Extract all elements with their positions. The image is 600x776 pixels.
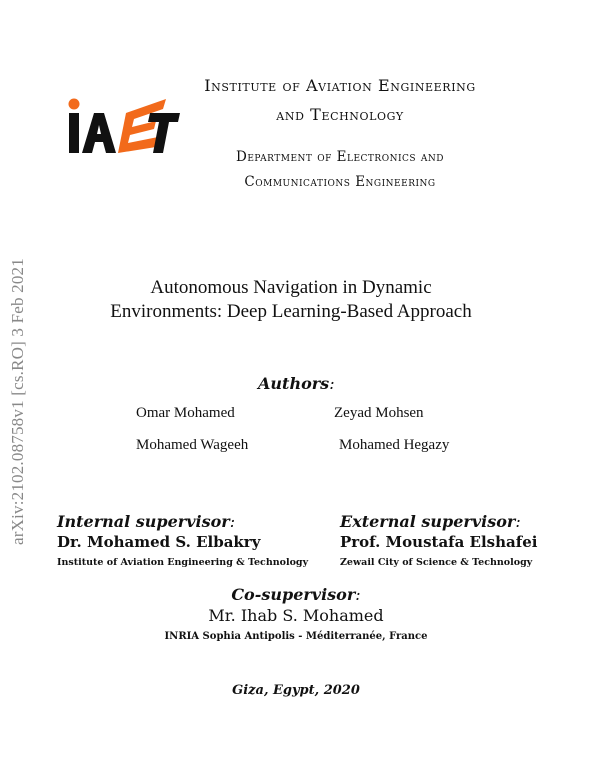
arxiv-identifier: arXiv:2102.08758v1 [cs.RO] 3 Feb 2021 bbox=[8, 258, 27, 545]
institute-name-line2: and Technology bbox=[276, 105, 404, 124]
iaet-logo-icon bbox=[66, 95, 182, 159]
external-supervisor-block bbox=[340, 512, 595, 568]
authors-heading: Authors bbox=[258, 374, 330, 393]
co-supervisor-block bbox=[96, 585, 496, 642]
external-supervisor-affiliation: Zewail City of Science & Technology bbox=[340, 557, 533, 568]
author-name: Zeyad Mohsen bbox=[334, 405, 424, 421]
internal-supervisor-heading: Internal supervisor bbox=[57, 512, 230, 531]
internal-supervisor-affiliation: Institute of Aviation Engineering & Technology bbox=[57, 557, 309, 568]
institute-name-line1: Institute of Aviation Engineering bbox=[204, 76, 476, 95]
logo-dot bbox=[69, 99, 80, 110]
iaet-logo bbox=[66, 95, 182, 159]
external-supervisor-colon: : bbox=[515, 512, 521, 531]
title-line1: Autonomous Navigation in Dynamic bbox=[150, 277, 432, 298]
title-line2: Environments: Deep Learning-Based Approach bbox=[110, 301, 472, 322]
internal-supervisor-block bbox=[57, 512, 327, 568]
author-name: Omar Mohamed bbox=[136, 405, 235, 421]
thesis-title bbox=[40, 276, 542, 324]
department-name-line1: Department of Electronics and bbox=[236, 149, 444, 165]
department-name-line2: Communications Engineering bbox=[244, 174, 436, 190]
place-date: Giza, Egypt, 2020 bbox=[232, 683, 360, 698]
authors-colon: : bbox=[329, 374, 335, 393]
co-supervisor-affiliation: INRIA Sophia Antipolis - Méditerranée, France bbox=[164, 631, 428, 642]
logo-letter-a bbox=[82, 113, 116, 153]
external-supervisor-heading: External supervisor bbox=[340, 512, 516, 531]
logo-letter-i bbox=[69, 113, 79, 153]
author-name: Mohamed Wageeh bbox=[136, 437, 249, 453]
co-supervisor-name: Mr. Ihab S. Mohamed bbox=[208, 606, 384, 625]
internal-supervisor-name: Dr. Mohamed S. Elbakry bbox=[57, 533, 261, 551]
internal-supervisor-colon: : bbox=[229, 512, 236, 531]
external-supervisor-name: Prof. Moustafa Elshafei bbox=[340, 533, 538, 551]
co-supervisor-colon: : bbox=[355, 585, 361, 604]
co-supervisor-heading: Co-supervisor bbox=[231, 585, 356, 604]
author-name: Mohamed Hegazy bbox=[339, 437, 450, 453]
